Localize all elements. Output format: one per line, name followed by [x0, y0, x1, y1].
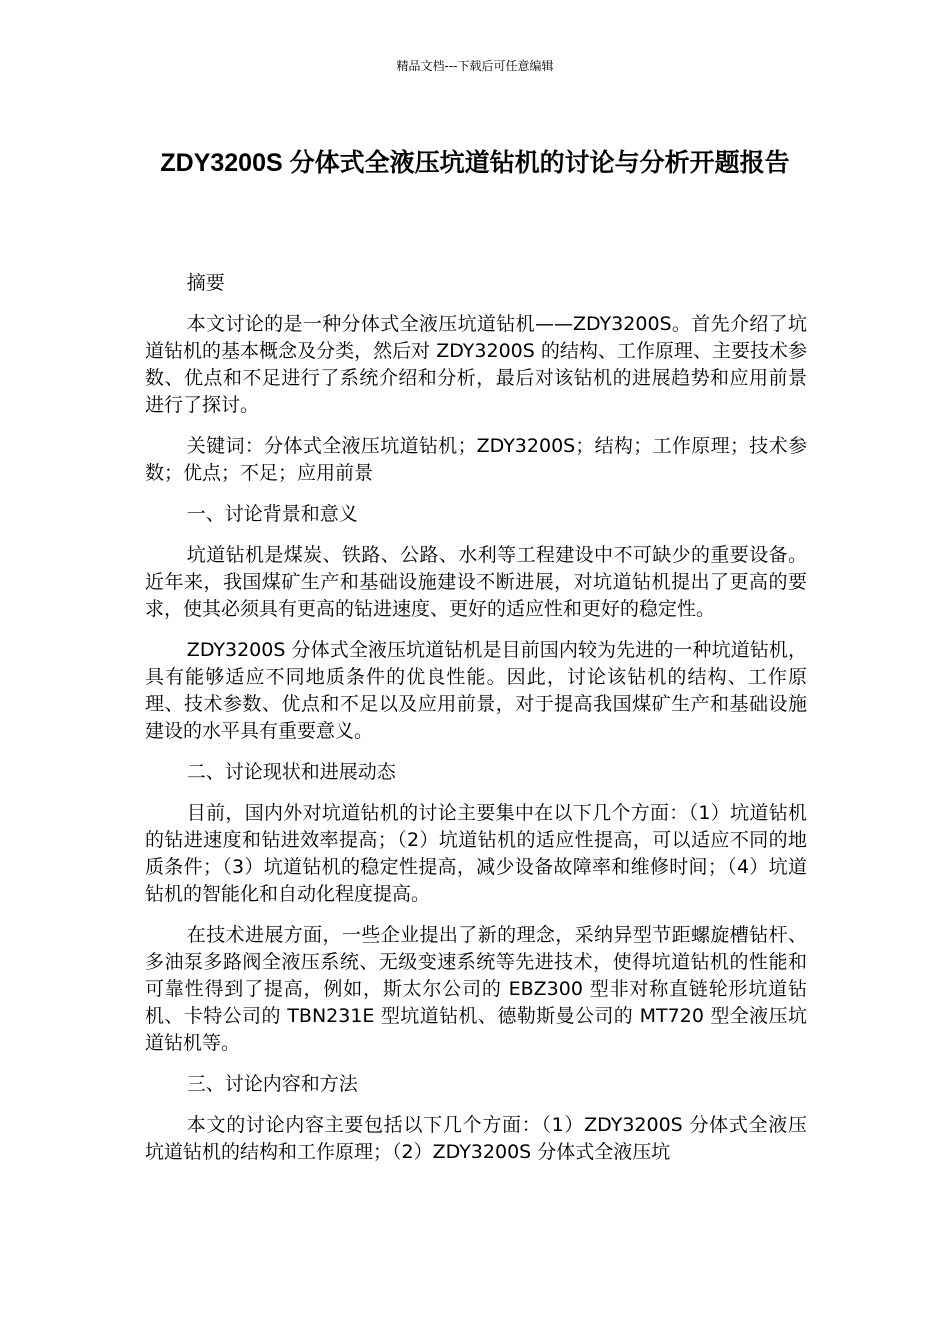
keywords-paragraph: 关键词：分体式全液压坑道钻机；ZDY3200S；结构；工作原理；技术参数；优点；不足；应用前景 — [145, 435, 807, 484]
section-heading-status: 二、讨论现状和进展动态 — [186, 761, 396, 783]
paragraph: 在技术进展方面，一些企业提出了新的理念，采纳异型节距螺旋槽钻杆、多油泵多路阀全液压系统、无级变速系统等先进技术，使得坑道钻机的性能和可靠性得到了提高，例如，斯太尔公司的 EBZ300 型非对称直链轮形坑道钻机、卡特公司的 TBN231E 型坑道钻机、德勒斯曼公司的 MT720 型全液压坑道钻机等。 — [145, 924, 807, 1054]
paragraph: 坑道钻机是煤炭、铁路、公路、水利等工程建设中不可缺少的重要设备。近年来，我国煤矿生产和基础设施建设不断进展，对坑道钻机提出了更高的要求，使其必须具有更高的钻进速度、更好的适应性和更好的稳定性。 — [145, 544, 807, 620]
abstract-paragraph: 本文讨论的是一种分体式全液压坑道钻机——ZDY3200S。首先介绍了坑道钻机的基本概念及分类，然后对 ZDY3200S 的结构、工作原理、主要技术参数、优点和不足进行了系统介绍和分析，最后对该钻机的进展趋势和应用前景进行了探讨。 — [145, 313, 807, 416]
paragraph: 目前，国内外对坑道钻机的讨论主要集中在以下几个方面：（1）坑道钻机的钻进速度和钻进效率提高；（2）坑道钻机的适应性提高，可以适应不同的地质条件；（3）坑道钻机的稳定性提高，减少设备故障率和维修时间；（4）坑道钻机的智能化和自动化程度提高。 — [145, 802, 807, 905]
section-heading-methods: 三、讨论内容和方法 — [186, 1073, 358, 1095]
abstract-heading: 摘要 — [186, 272, 225, 294]
document-body — [145, 270, 807, 1180]
paragraph: 本文的讨论内容主要包括以下几个方面：（1）ZDY3200S 分体式全液压坑道钻机的结构和工作原理；（2）ZDY3200S 分体式全液压坑 — [145, 1114, 807, 1163]
paragraph: ZDY3200S 分体式全液压坑道钻机是目前国内较为先进的一种坑道钻机，具有能够适应不同地质条件的优良性能。因此，讨论该钻机的结构、工作原理、技术参数、优点和不足以及应用前景，对于提高我国煤矿生产和基础设施建设的水平具有重要意义。 — [145, 639, 807, 742]
page-header-note: 精品文档---下载后可任意编辑 — [396, 59, 554, 73]
document-title: ZDY3200S 分体式全液压坑道钻机的讨论与分析开题报告 — [160, 149, 790, 177]
section-heading-background: 一、讨论背景和意义 — [186, 503, 358, 525]
